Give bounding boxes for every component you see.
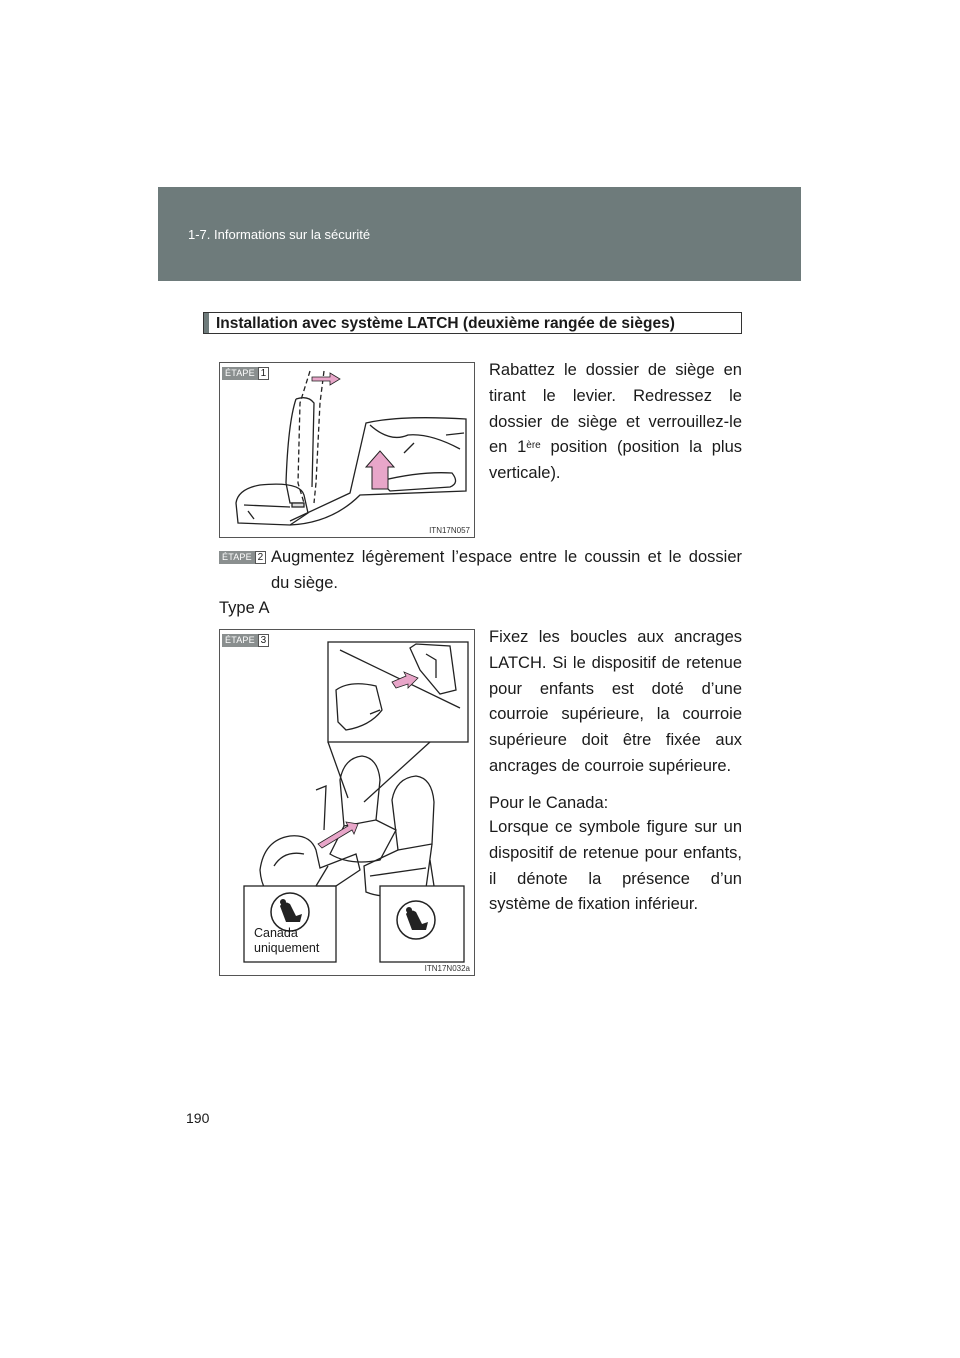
type-label: Type A — [219, 599, 270, 617]
step3-text: Fixez les boucles aux ancrages LATCH. Si le dispositif de retenue pour enfants est doté d’une courroie supérieure, la courroie supérieure doit être fixée aux ancrages de courroie supérieure. — [489, 628, 742, 775]
step1-text — [489, 358, 742, 487]
step3-figure — [219, 629, 475, 976]
page-number: 190 — [186, 1110, 210, 1126]
figure-code: ITN17N032a — [424, 964, 470, 973]
step1-text-main: Rabattez le dossier de siège en tirant le levier. Redressez le dossier de siège et verrouillez-le en 1 — [489, 361, 742, 457]
step-label: ÉTAPE — [219, 551, 255, 564]
section-title-box — [203, 312, 742, 334]
latch-symbol-icon — [397, 901, 435, 939]
step-number: 1 — [258, 367, 269, 380]
step-label: ÉTAPE — [222, 634, 258, 647]
canada-only-label — [254, 926, 319, 956]
section-title-accent — [204, 313, 209, 333]
section-title: Installation avec système LATCH (deuxième rangée de sièges) — [216, 315, 675, 332]
step-number: 2 — [255, 551, 266, 564]
ordinal-superscript: ère — [526, 440, 541, 452]
seat-recline-illustration — [220, 363, 475, 538]
step1-text-tail: position (position la plus verticale). — [489, 438, 742, 483]
step-number: 3 — [258, 634, 269, 647]
canada-heading: Pour le Canada: — [489, 794, 609, 812]
step1-figure — [219, 362, 475, 538]
figure-code: ITN17N057 — [429, 526, 470, 535]
canada-only-line1: Canada — [254, 926, 298, 940]
latch-anchor-illustration — [220, 630, 475, 976]
chapter-heading: 1-7. Informations sur la sécurité — [188, 227, 371, 242]
step2-tag — [219, 551, 266, 564]
step-label: ÉTAPE — [222, 367, 258, 380]
header-band — [158, 187, 801, 281]
step2-text: Augmentez légèrement l’espace entre le coussin et le dossier du siège. — [271, 548, 742, 592]
canada-only-line2: uniquement — [254, 941, 320, 955]
canada-text: Lorsque ce symbole figure sur un dispositif de retenue pour enfants, il dénote la présence d’un système de fixation inférieur. — [489, 818, 742, 914]
